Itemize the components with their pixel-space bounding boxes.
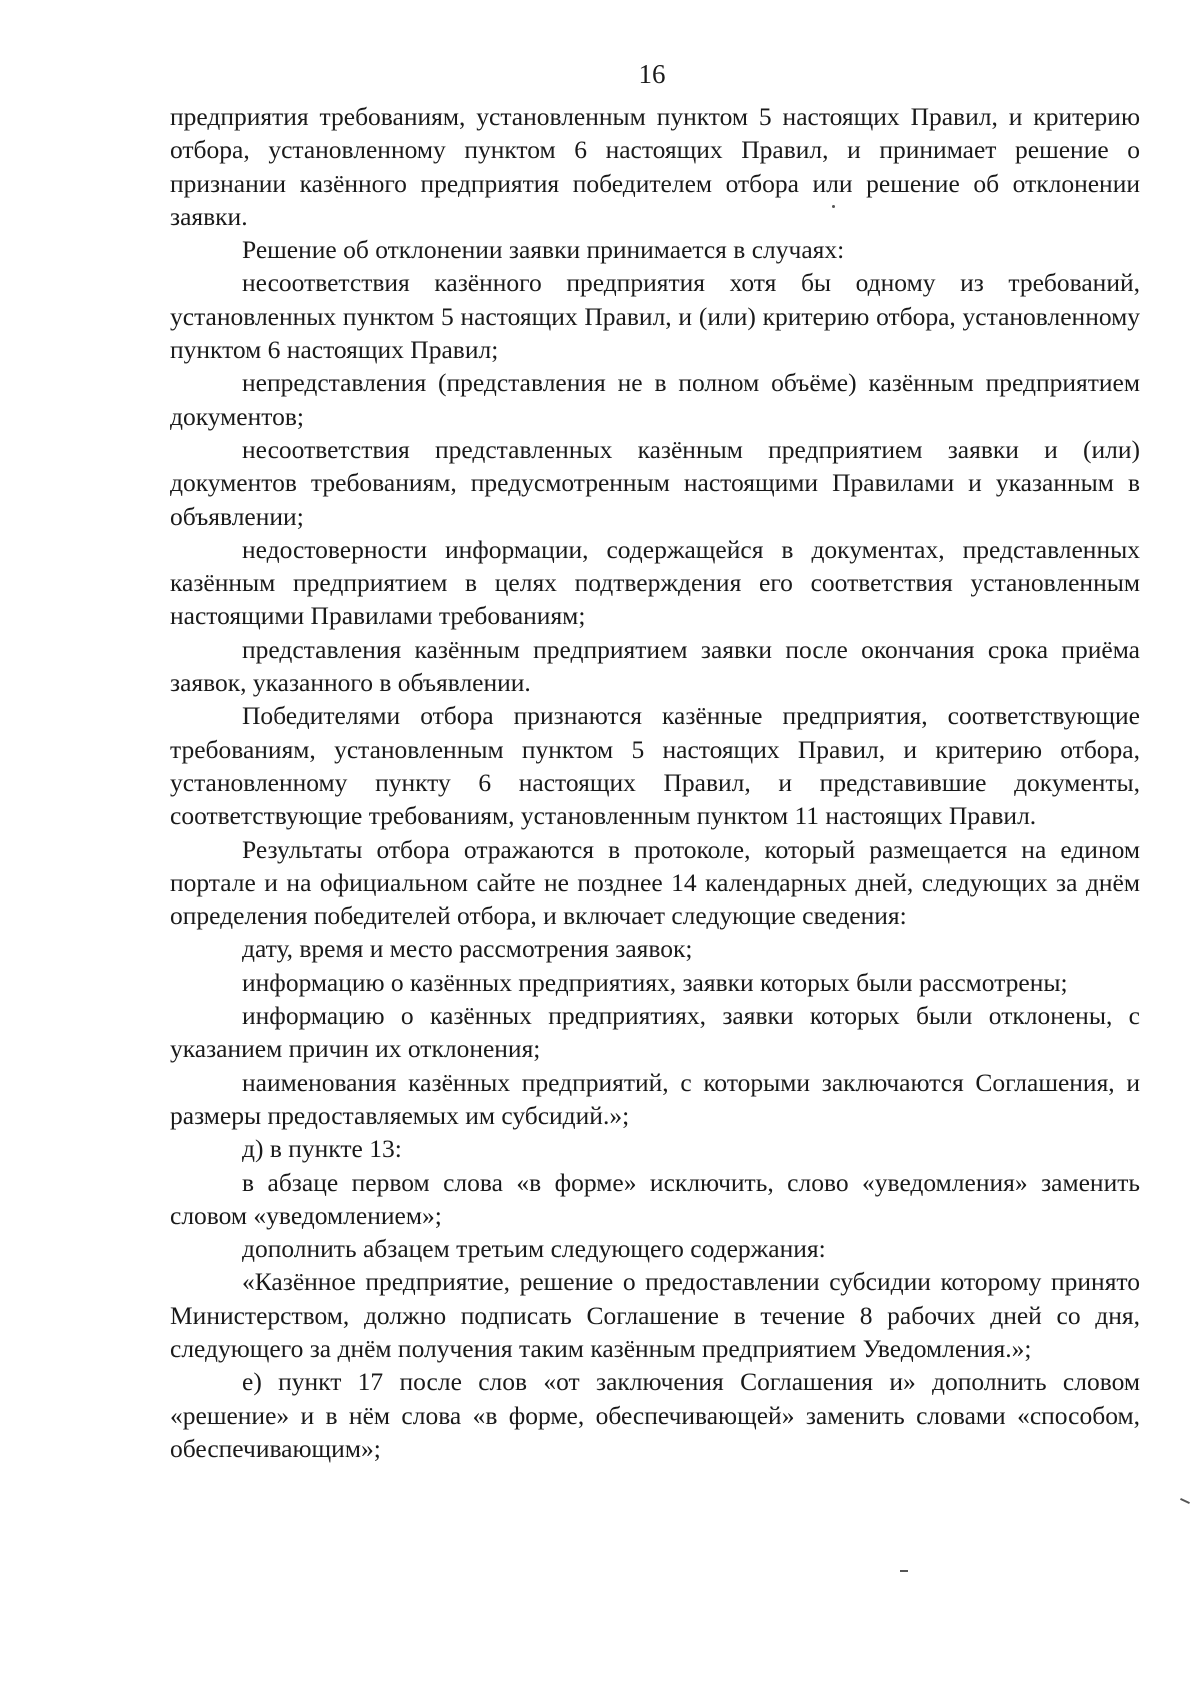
paragraph-d-amendment-1: в абзаце первом слова «в форме» исключить, слово «уведомления» заменить словом «уведомлением»; <box>170 1167 1140 1230</box>
paragraph-results: Результаты отбора отражаются в протоколе, который размещается на едином портале и на официальном сайте не позднее 14 календарных дней, следующих за днём определения победителей отбора, и включает следующие сведения: <box>170 834 1140 931</box>
paragraph-results-item-3: информацию о казённых предприятиях, заявки которых были отклонены, с указанием причин их отклонения; <box>170 1001 1140 1064</box>
paragraph-rejection-case-3: несоответствия представленных казённым предприятием заявки и (или) документов требованиям, предусмотренным настоящими Правилами и указанным в объявлении; <box>170 434 1140 531</box>
paragraph-rejection-intro: Решение об отклонении заявки принимается в случаях: <box>242 235 845 265</box>
paragraph-continuation: предприятия требованиям, установленным пунктом 5 настоящих Правил, и критерию отбора, установленному пунктом 6 настоящих Правил, и принимает решение о признании казённого предприятия победителем отбора или решение об отклонении заявки. <box>170 102 1140 231</box>
paragraph-results-item-1: дату, время и место рассмотрения заявок; <box>242 934 693 964</box>
paragraph-rejection-case-5: представления казённым предприятием заявки после окончания срока приёма заявок, указанного в объявлении. <box>170 634 1140 698</box>
paragraph-rejection-case-4: недостоверности информации, содержащейся в документах, представленных казённым предприятием в целях подтверждения его соответствия установленным настоящими Правилами требованиям; <box>170 534 1140 631</box>
paragraph-results-item-4: наименования казённых предприятий, с которыми заключаются Соглашения, и размеры предоставляемых им субсидий.»; <box>170 1067 1140 1130</box>
paragraph-subsection-e: е) пункт 17 после слов «от заключения Соглашения и» дополнить словом «решение» и в нём слова «в форме, обеспечивающей» заменить словами «способом, обеспечивающим»; <box>170 1367 1140 1463</box>
document-body <box>170 100 1140 1465</box>
paragraph-winners: Победителями отбора признаются казённые предприятия, соответствующие требованиям, установленным пунктом 5 настоящих Правил, и критерию отбора, установленному пункту 6 настоящих Правил, и представившие документы, соответствующие требованиям, установленным пунктом 11 настоящих Правил. <box>170 701 1140 831</box>
page-number: 16 <box>638 59 666 89</box>
paragraph-subsection-d: д) в пункте 13: <box>242 1134 402 1164</box>
paragraph-results-item-2: информацию о казённых предприятиях, заявки которых были рассмотрены; <box>242 967 1068 997</box>
paragraph-d-amendment-2: дополнить абзацем третьим следующего содержания: <box>242 1234 826 1264</box>
scan-artifact <box>832 205 835 208</box>
scan-artifact <box>1180 1498 1190 1504</box>
scan-artifact <box>900 1570 908 1572</box>
paragraph-rejection-case-2: непредставления (представления не в полном объёме) казённым предприятием документов; <box>170 368 1140 431</box>
paragraph-d-quoted-text: «Казённое предприятие, решение о предоставлении субсидии которому принято Министерством, должно подписать Соглашение в течение 8 рабочих дней со дня, следующего за днём получения таким казённым предприятием Уведомления.»; <box>170 1267 1140 1363</box>
paragraph-rejection-case-1: несоответствия казённого предприятия хотя бы одному из требований, установленных пунктом 5 настоящих Правил, и (или) критерию отбора, установленному пунктом 6 настоящих Правил; <box>170 268 1140 365</box>
